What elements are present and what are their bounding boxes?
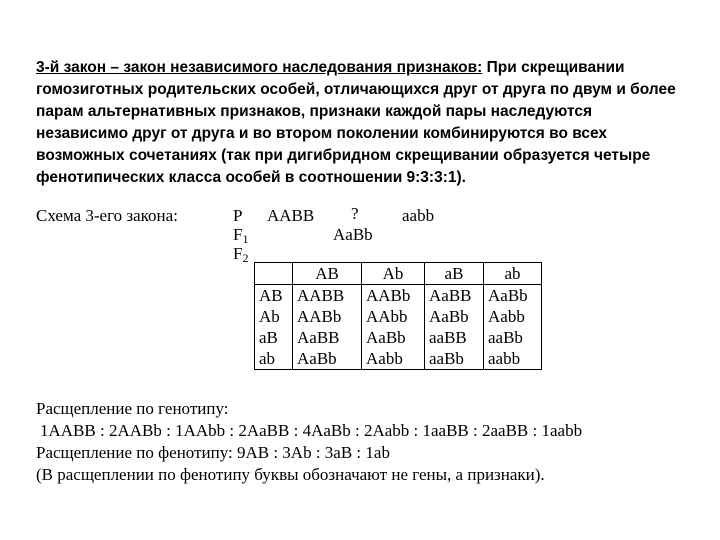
gamete-col-header: Ab: [362, 263, 425, 285]
p-label: P: [233, 206, 243, 225]
genotype-cell: AAbb: [362, 306, 425, 327]
f2-subscript: 2: [242, 251, 249, 265]
genotype-cell: AABb: [362, 285, 425, 307]
punnett-row: [255, 306, 542, 327]
punnett-header-row: [255, 263, 542, 285]
cross-symbol: ?: [351, 204, 359, 223]
gamete-row-header: aB: [255, 327, 293, 348]
punnett-corner-cell: [255, 263, 293, 285]
genotype-cell: AaBB: [425, 285, 484, 307]
f1-subscript: 1: [242, 232, 249, 246]
f2-letter: F: [233, 244, 243, 263]
genotype-cell: aabb: [484, 348, 542, 370]
phenotype-split-line: Расщепление по фенотипу: 9AB : 3Ab : 3aB : 1ab: [36, 443, 390, 462]
parent1-genotype: AABB: [267, 206, 315, 225]
gamete-row-header: Ab: [255, 306, 293, 327]
genotype-cell: AaBb: [484, 285, 542, 307]
punnett-row: [255, 348, 542, 370]
genotype-cell: AABB: [293, 285, 362, 307]
genotype-split-ratio: 1AABB : 2AABb : 1AAbb : 2AaBB : 4AaBb : 2Aabb : 1aaBB : 2aaBB : 1aabb: [40, 421, 583, 440]
gamete-row-header: AB: [255, 285, 293, 307]
f1-letter: F: [233, 225, 243, 244]
genotype-cell: AaBb: [362, 327, 425, 348]
genotype-cell: AABb: [293, 306, 362, 327]
punnett-square: [254, 262, 542, 370]
splitting-section: [36, 398, 582, 486]
genotype-cell: AaBb: [425, 306, 484, 327]
gamete-col-header: aB: [425, 263, 484, 285]
genotype-cell: aaBb: [425, 348, 484, 370]
genotype-cell: aaBb: [484, 327, 542, 348]
genotype-cell: Aabb: [484, 306, 542, 327]
genotype-cell: aaBB: [425, 327, 484, 348]
phenotype-note: (В расщеплении по фенотипу буквы обозначают не гены, а признаки).: [36, 465, 545, 484]
f1-genotype: AaBb: [333, 225, 373, 244]
law-body: При скрещивании гомозиготных родительских особей, отличающихся друг от друга по двум и более парам альтернативных признаков, признаки каждой пары наследуются независимо друг от друга и во втором поколении комбинируются во всех возможных сочетаниях (так при дигибридном скрещивании образуется четыре фенотипических класса особей в соотношении 9:3:3:1).: [36, 59, 676, 186]
genotype-cell: AaBb: [293, 348, 362, 370]
parent2-genotype: aabb: [402, 206, 435, 225]
scheme-label: Схема 3-его закона:: [36, 206, 178, 225]
punnett-row: [255, 285, 542, 307]
genotype-split-label: Расщепление по генотипу:: [36, 399, 229, 418]
law-paragraph: [36, 57, 686, 189]
f2-label: [233, 244, 248, 266]
gamete-row-header: ab: [255, 348, 293, 370]
law-title: 3-й закон – закон независимого наследования признаков:: [36, 59, 483, 76]
gamete-col-header: AB: [293, 263, 362, 285]
genotype-cell: AaBB: [293, 327, 362, 348]
gamete-col-header: ab: [484, 263, 542, 285]
punnett-row: [255, 327, 542, 348]
genotype-cell: Aabb: [362, 348, 425, 370]
